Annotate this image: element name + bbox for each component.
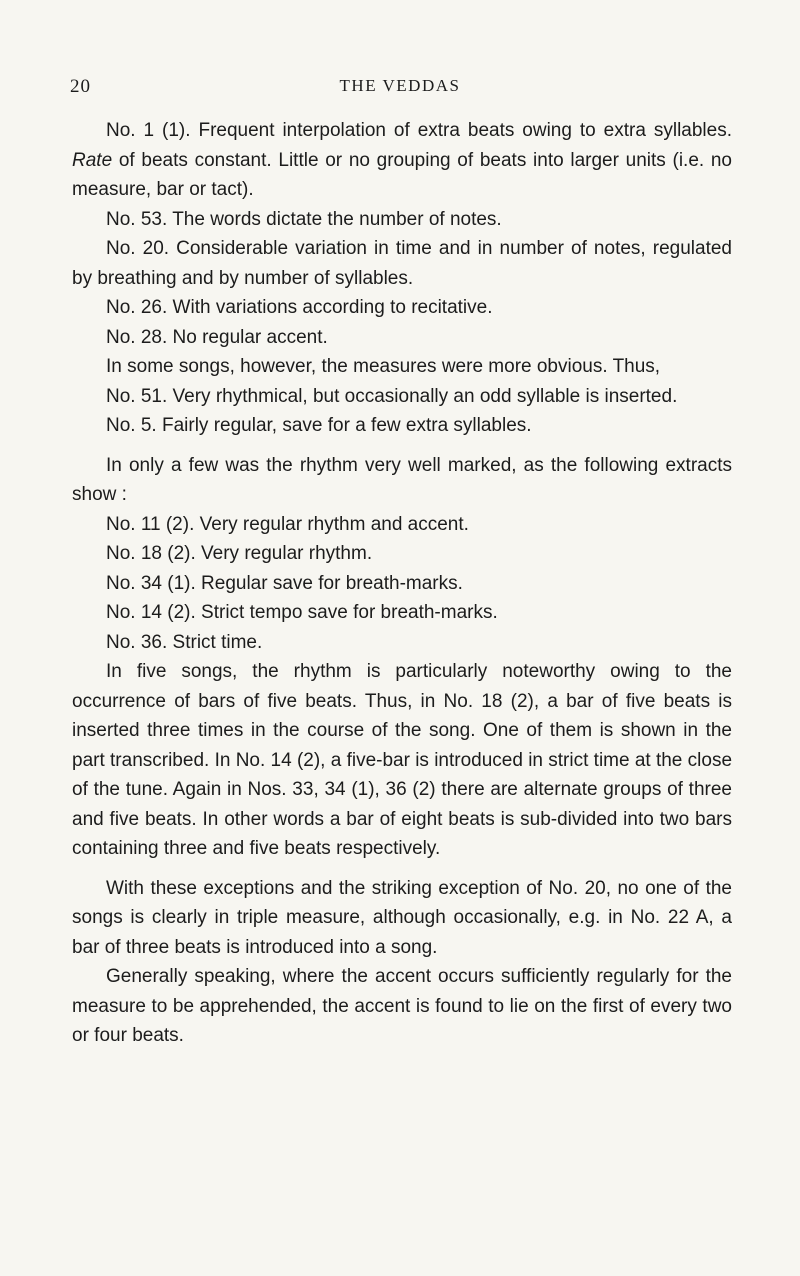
paragraph-exceptions: With these exceptions and the striking exception of No. 20, no one of the songs is clearly in triple measure, although occasionally, e.g. in No. 22 A, a bar of three beats is introduced into a song. <box>72 877 732 958</box>
page-number: 20 <box>70 76 91 97</box>
entry-no-11: No. 11 (2). Very regular rhythm and accent. <box>106 513 469 535</box>
paragraph-measures-obvious: In some songs, however, the measures were more obvious. Thus, <box>106 356 661 377</box>
entry-no-1-lead: No. 1 (1). Frequent interpolation of extra beats owing to extra syllables. <box>106 120 732 141</box>
entry-no-1-tail: of beats constant. Little or no grouping of beats into larger units (i.e. no measure, bar or tact). <box>72 149 732 200</box>
entry-no-20: No. 20. Considerable variation in time and in number of notes, regulated by breathing and by number of syllables. <box>72 238 732 289</box>
paragraph-generally-speaking: Generally speaking, where the accent occurs sufficiently regularly for the measure to be apprehended, the accent is found to lie on the first of every two or four beats. <box>72 966 732 1046</box>
paragraph-rhythm-marked: In only a few was the rhythm very well marked, as the following extracts show : <box>72 454 732 505</box>
paragraph-five-beats: In five songs, the rhythm is particularly noteworthy owing to the occurrence of bars of five beats. Thus, in No. 18 (2), a bar of five beats is inserted three times in the course of the song. One of them is shown in the part transcribed. In No. 14 (2), a five-bar is introduced in strict time at the close of the tune. Again in Nos. 33, 34 (1), 36 (2) there are alternate groups of three and five beats. In other words a bar of eight beats is sub-divided into two bars containing three and five beats respectively. <box>72 661 733 859</box>
entry-no-26: No. 26. With variations according to recitative. <box>106 297 493 318</box>
entry-no-34: No. 34 (1). Regular save for breath-marks. <box>106 572 463 594</box>
entry-no-5: No. 5. Fairly regular, save for a few extra syllables. <box>106 415 532 436</box>
entry-no-53: No. 53. The words dictate the number of notes. <box>106 208 502 230</box>
body-text <box>72 116 732 1051</box>
entry-no-36: No. 36. Strict time. <box>106 631 263 653</box>
entry-no-1 <box>72 116 732 205</box>
page-header <box>70 76 730 102</box>
entry-no-28: No. 28. No regular accent. <box>106 326 328 348</box>
entry-no-18: No. 18 (2). Very regular rhythm. <box>106 543 373 564</box>
entry-no-14: No. 14 (2). Strict tempo save for breath-marks. <box>106 602 498 623</box>
entry-no-51: No. 51. Very rhythmical, but occasionally an odd syllable is inserted. <box>106 385 678 407</box>
running-title: THE VEDDAS <box>339 76 461 95</box>
entry-no-1-emphasis: Rate <box>72 149 113 171</box>
